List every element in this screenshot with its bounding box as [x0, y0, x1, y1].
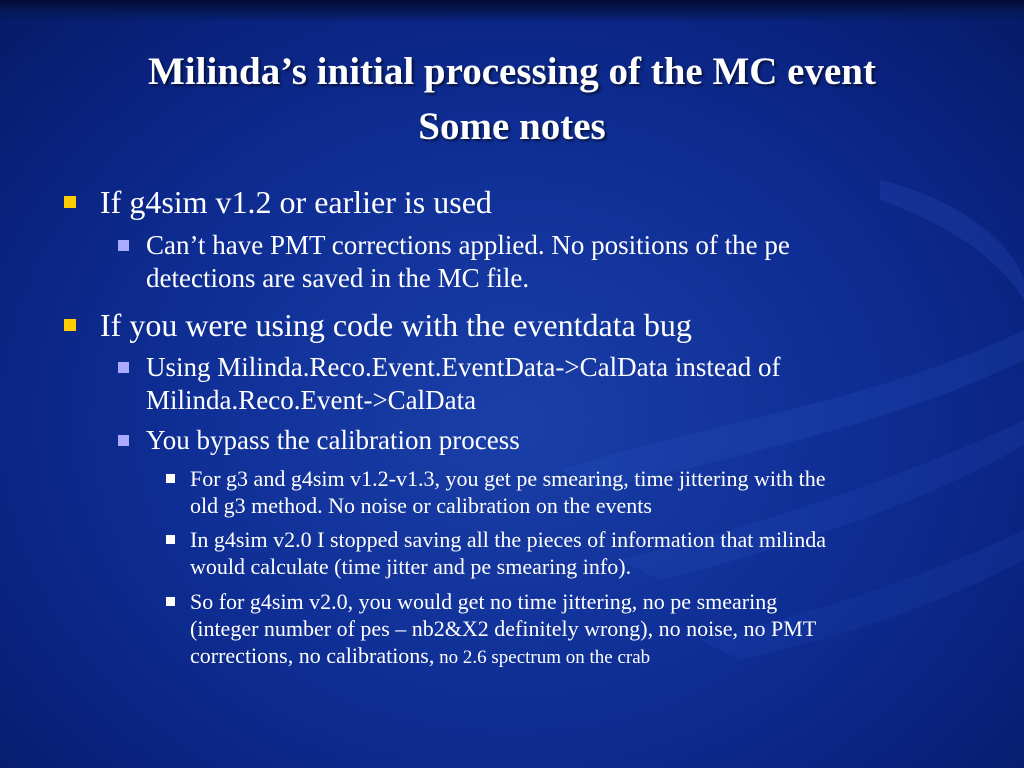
square-bullet-icon [118, 362, 129, 373]
square-bullet-icon [118, 435, 129, 446]
bullet-text-line: Milinda.Reco.Event->CalData [146, 385, 477, 415]
bullet-text-segment: corrections, no calibrations, [190, 643, 435, 668]
title-line-2: Some notes [418, 105, 606, 148]
bullet-text: If g4sim v1.2 or earlier is used [100, 184, 492, 220]
bullet-text: You bypass the calibration process [146, 425, 520, 455]
bullet-text-line: In g4sim v2.0 I stopped saving all the pieces of information that milinda [190, 527, 827, 552]
square-bullet-icon [166, 535, 175, 544]
bullet-text-line: old g3 method. No noise or calibration on the events [190, 493, 652, 518]
list-item [164, 526, 1009, 580]
bullet-text: If you were using code with the eventdata bug [100, 307, 692, 343]
bullet-text-line: Using Milinda.Reco.Event.EventData->CalData instead of [146, 352, 781, 382]
square-bullet-icon [64, 319, 76, 331]
list-item [62, 184, 1002, 220]
list-item [164, 588, 1009, 671]
list-item [164, 465, 1009, 519]
square-bullet-icon [64, 196, 76, 208]
square-bullet-icon [166, 597, 175, 606]
bullet-text-line: Can’t have PMT corrections applied. No positions of the pe [146, 230, 790, 260]
list-item [116, 351, 1006, 417]
bullet-text-line: would calculate (time jitter and pe smearing info). [190, 554, 632, 579]
list-item [62, 307, 1002, 343]
square-bullet-icon [118, 240, 129, 251]
bullet-text-line: (integer number of pes – nb2&X2 definitely wrong), no noise, no PMT [190, 616, 817, 641]
title-line-1: Milinda’s initial processing of the MC event [148, 50, 876, 93]
bullet-text-line: So for g4sim v2.0, you would get no time jittering, no pe smearing [190, 589, 778, 614]
bullet-text-line: For g3 and g4sim v1.2-v1.3, you get pe smearing, time jittering with the [190, 466, 826, 491]
list-item [116, 424, 1006, 457]
bullet-text-line: detections are saved in the MC file. [146, 263, 530, 293]
square-bullet-icon [166, 474, 175, 483]
bullet-text-small-segment: no 2.6 spectrum on the crab [434, 647, 651, 668]
bullet-text-line [190, 642, 1009, 671]
list-item [116, 229, 1006, 295]
